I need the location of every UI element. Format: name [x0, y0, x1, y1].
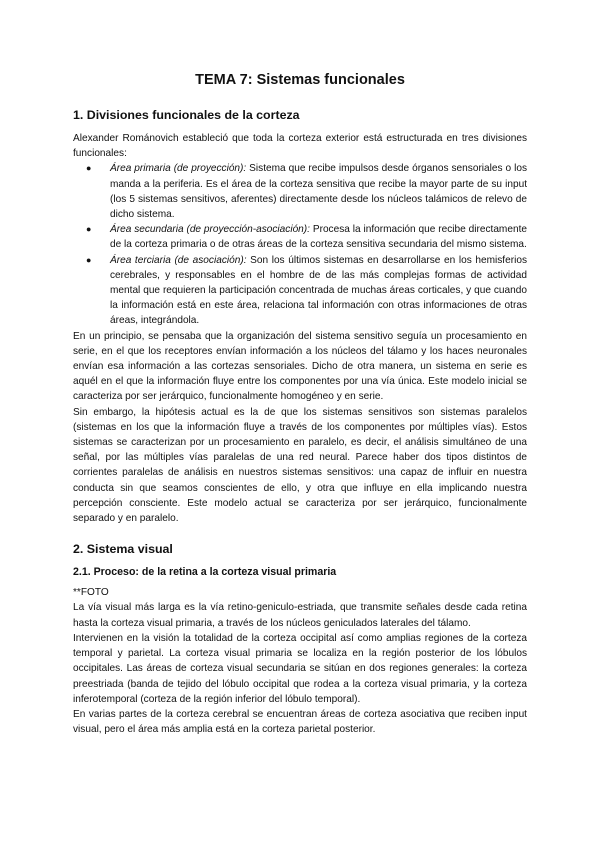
visual-cortex-paragraph: Intervienen en la visión la totalidad de la corteza occipital así como amplias regiones de la corteza temporal y parietal. La corteza visual primaria se localiza en la región posterior de los lóbulos occipitales. Las áreas de corteza visual secundaria se sitúan en dos regiones generales: la corteza preestriada (banda de tejido del lóbulo occipital que rodea a la corteza visual primaria, y la corteza inferotemporal (corteza de la región inferior del lóbulo temporal). [73, 632, 527, 705]
photo-placeholder-note: **FOTO [73, 587, 109, 599]
document-title: TEMA 7: Sistemas funcionales [195, 72, 405, 88]
list-item-title: Área terciaria (de asociación): [110, 254, 247, 266]
bullet-icon: ● [86, 254, 92, 265]
section-2-heading: 2. Sistema visual [73, 542, 173, 557]
section-2-1-heading: 2.1. Proceso: de la retina a la corteza visual primaria [73, 566, 337, 579]
list-item-text: Son los últimos sistemas en desarrollarse en los hemisferios cerebrales, y responsables en el hombre de de las más complejas formas de actividad mental que requieren la participación concentrada de muchas áreas corticales, y que cuando la información está en este área, relaciona tal información con otras informaciones de otras áreas, integrándola. [110, 254, 527, 327]
list-item [86, 253, 527, 329]
list-item-text: Sistema que recibe impulsos desde órganos sensoriales o los manda a la periferia. Es el área de la corteza sensitiva que recibe la mayor parte de su input (los 5 sistemas sensitivos, aferentes) directamente desde los núcleos talámicos de relevo de dicho sistema. [110, 163, 527, 221]
parallel-processing-paragraph: Sin embargo, la hipótesis actual es la de que los sistemas sensitivos son sistemas paralelos (sistemas en los que la información fluye a través de los componentes por múltiples vías). Estos sistemas se caracterizan por un procesamiento en paralelo, es decir, el análisis simultáneo de una señal, por las múltiples vías paralelas de una red neural. Parece haber dos tipos distintos de corrientes paralelas de análisis en nuestros sistemas sensitivos: una capaz de influir en nuestra conducta sin que seamos conscientes de ello, y otra que influye en ella implicando nuestra percepción consciente. Este modelo actual se caracteriza por ser jerárquico, funcionalmente separado y en paralelo. [73, 406, 527, 525]
list-item-title: Área primaria (de proyección): [110, 163, 247, 175]
list-item [86, 222, 527, 252]
list-item-text: Procesa la información que recibe directamente de la corteza primaria o de otras áreas de la corteza sensitiva secundaria del mismo sistema. [110, 224, 527, 251]
list-item-title: Área secundaria (de proyección-asociación): [110, 224, 310, 236]
serial-processing-paragraph: En un principio, se pensaba que la organización del sistema sensitivo seguía un procesamiento en serie, en el que los receptores envían información a los núcleos del tálamo y los haces neuronales envían esa información a las cortezas sensoriales. Dicho de otra manera, un sistema en serie es aquél en el que la información fluye entre los componentes por una vía única. Este modelo inicial se caracteriza por ser jerárquico, funcionalmente homogéneo y en serie. [73, 330, 527, 403]
visual-pathway-paragraph: La vía visual más larga es la vía retino-geniculo-estriada, que transmite señales desde cada retina hasta la corteza visual primaria, a través de los núcleos geniculados laterales del tálamo. [73, 602, 527, 629]
functional-divisions-list [73, 161, 527, 328]
association-cortex-paragraph: En varias partes de la corteza cerebral se encuentran áreas de corteza asociativa que reciben input visual, pero el área más amplia está en la corteza parietal posterior. [73, 708, 527, 736]
bullet-icon: ● [86, 224, 92, 235]
bullet-icon: ● [86, 163, 92, 174]
section-1-intro: Alexander Románovich estableció que toda la corteza exterior está estructurada en tres divisiones funcionales: [73, 133, 527, 160]
document-body [73, 70, 527, 737]
section-1-heading: 1. Divisiones funcionales de la corteza [73, 108, 300, 122]
list-item [86, 161, 527, 222]
